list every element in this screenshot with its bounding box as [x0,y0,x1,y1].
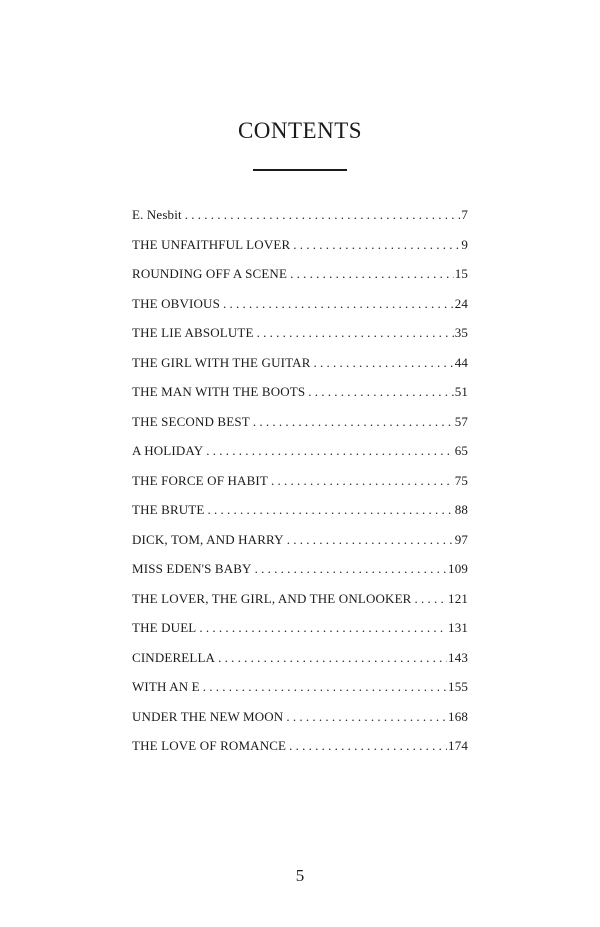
dot-leader [415,584,448,614]
toc-entry-page: 65 [454,443,468,458]
toc-entry-page: 168 [448,708,468,724]
toc-entry[interactable] [132,407,468,437]
toc-entry[interactable] [132,672,468,702]
toc-entry-title: THE BRUTE [132,502,205,517]
table-of-contents [132,200,468,761]
toc-entry-title: A HOLIDAY [132,443,204,458]
dot-leader [271,466,454,496]
toc-entry[interactable] [132,525,468,555]
toc-entry-page: 155 [448,679,468,694]
toc-entry-page: 24 [454,295,468,311]
toc-entry[interactable] [132,377,468,407]
dot-leader [286,702,447,732]
toc-entry[interactable] [132,495,468,525]
dot-leader [206,436,453,466]
title-rule [253,169,347,171]
dot-leader [293,230,460,260]
page-number: 5 [295,866,305,885]
dot-leader [203,672,447,702]
toc-entry-page: 109 [448,561,468,576]
toc-entry-title: THE UNFAITHFUL LOVER [132,236,291,252]
dot-leader [199,613,447,643]
dot-leader [257,318,454,348]
toc-entry-title: THE FORCE OF HABIT [132,472,268,488]
dot-leader [287,525,454,555]
toc-entry[interactable] [132,613,468,643]
toc-entry-title: E. Nesbit [132,207,182,222]
toc-entry-title: THE LOVER, THE GIRL, AND THE ONLOOKER [132,590,412,606]
toc-entry-page: 7 [461,207,468,222]
page-title: CONTENTS [237,118,363,143]
toc-entry-title: CINDERELLA [132,649,216,665]
toc-entry-page: 15 [454,266,468,281]
toc-entry[interactable] [132,259,468,289]
toc-entry-title: UNDER THE NEW MOON [132,708,284,724]
toc-entry-page: 44 [454,354,468,370]
toc-entry-title: ROUNDING OFF A SCENE [132,266,288,281]
toc-entry-title: THE LOVE OF ROMANCE [132,738,287,753]
toc-entry-title: THE OBVIOUS [132,295,220,311]
toc-entry-page: 57 [454,413,468,429]
toc-entry-title: DICK, TOM, AND HARRY [132,531,284,547]
toc-entry-title: MISS EDEN'S BABY [132,561,252,576]
dot-leader [185,200,461,230]
toc-entry[interactable] [132,289,468,319]
toc-entry[interactable] [132,554,468,584]
dot-leader [223,289,454,319]
toc-entry-page: 121 [448,590,468,606]
toc-entry[interactable] [132,318,468,348]
toc-entry-page: 35 [454,325,468,340]
dot-leader [290,259,454,289]
toc-entry-page: 75 [454,472,468,488]
dot-leader [207,495,453,525]
toc-entry[interactable] [132,466,468,496]
toc-entry[interactable] [132,643,468,673]
toc-entry-title: WITH AN E [132,679,200,694]
dot-leader [314,348,454,378]
toc-entry[interactable] [132,348,468,378]
toc-entry-page: 9 [461,236,468,252]
toc-entry[interactable] [132,230,468,260]
toc-entry-page: 131 [448,620,468,635]
toc-entry-page: 88 [454,502,468,517]
toc-entry-title: THE MAN WITH THE BOOTS [132,384,306,399]
toc-entry-page: 174 [448,738,468,753]
toc-entry[interactable] [132,436,468,466]
toc-entry[interactable] [132,731,468,761]
dot-leader [253,407,454,437]
toc-entry-page: 97 [454,531,468,547]
toc-entry-title: THE LIE ABSOLUTE [132,325,254,340]
dot-leader [255,554,447,584]
toc-entry[interactable] [132,702,468,732]
dot-leader [218,643,447,673]
dot-leader [289,731,447,761]
dot-leader [308,377,453,407]
toc-entry-title: THE DUEL [132,620,197,635]
toc-entry-page: 51 [454,384,468,399]
toc-entry[interactable] [132,200,468,230]
toc-entry-title: THE GIRL WITH THE GUITAR [132,354,311,370]
toc-entry-title: THE SECOND BEST [132,413,250,429]
toc-entry-page: 143 [448,649,468,665]
toc-entry[interactable] [132,584,468,614]
